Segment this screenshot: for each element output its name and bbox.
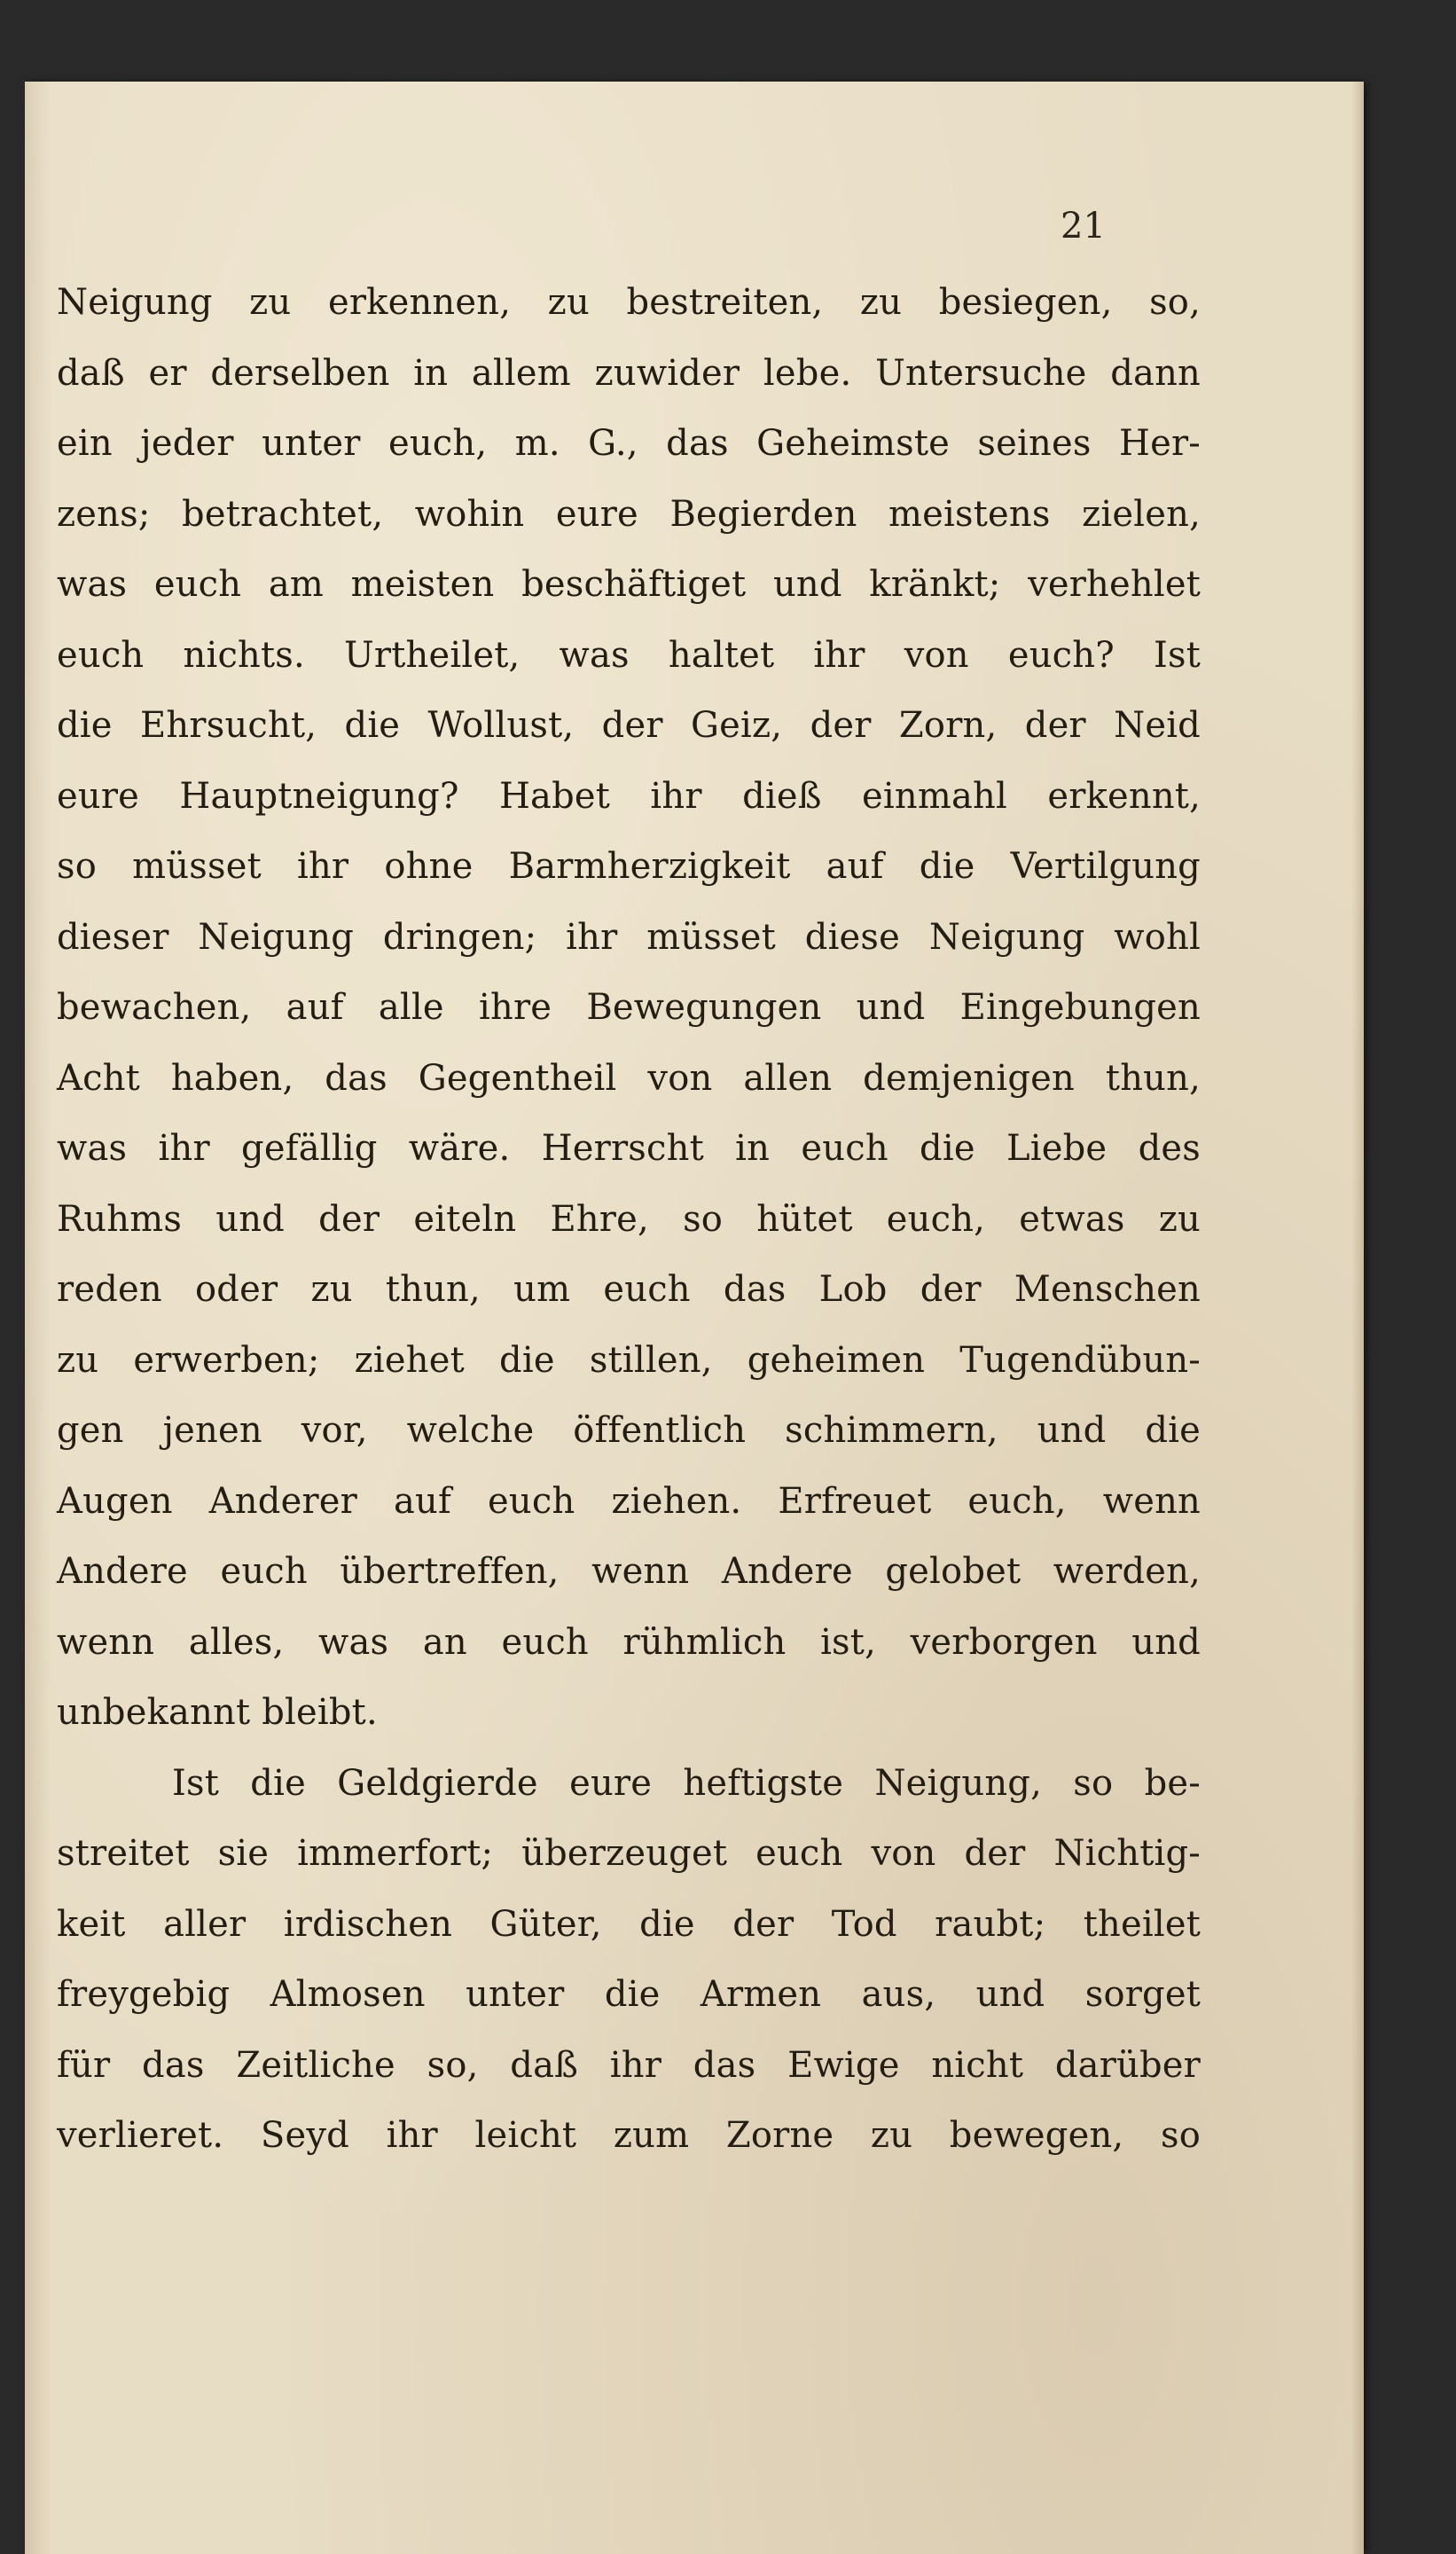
text-line: keit aller irdischen Güter, die der Tod raubt; theilet xyxy=(57,1903,1201,1945)
text-line: wenn alles, was an euch rühmlich ist, verborgen und xyxy=(57,1621,1201,1663)
text-line: ein jeder unter euch, m. G., das Geheimste seines Her- xyxy=(57,423,1201,464)
text-line: die Ehrsucht, die Wollust, der Geiz, der Zorn, der Neid xyxy=(57,705,1201,746)
text-line: eure Hauptneigung? Habet ihr dieß einmahl erkennt, xyxy=(57,775,1201,817)
text-line: Acht haben, das Gegentheil von allen demjenigen thun, xyxy=(57,1057,1201,1099)
text-line: was ihr gefällig wäre. Herrscht in euch die Liebe des xyxy=(57,1128,1201,1169)
text-line: euch nichts. Urtheilet, was haltet ihr von euch? Ist xyxy=(57,634,1201,676)
text-line: bewachen, auf alle ihre Bewegungen und Eingebungen xyxy=(57,987,1201,1028)
text-line: dieser Neigung dringen; ihr müsset diese Neigung wohl xyxy=(57,916,1201,958)
text-line: Neigung zu erkennen, zu bestreiten, zu besiegen, so, xyxy=(57,282,1201,323)
text-line: freygebig Almosen unter die Armen aus, und sorget xyxy=(57,1974,1201,2015)
text-line: für das Zeitliche so, daß ihr das Ewige nicht darüber xyxy=(57,2044,1201,2086)
text-line: Augen Anderer auf euch ziehen. Erfreuet euch, wenn xyxy=(57,1480,1201,1522)
page-number: 21 xyxy=(1061,206,1106,247)
text-line: reden oder zu thun, um euch das Lob der Menschen xyxy=(57,1269,1201,1310)
paragraph-start-line: Ist die Geldgierde eure heftigste Neigung, so be- xyxy=(172,1762,1201,1804)
text-line: Andere euch übertreffen, wenn Andere gelobet werden, xyxy=(57,1551,1201,1592)
page-edge-shadow xyxy=(1351,82,1364,2554)
text-line: streitet sie immerfort; überzeuget euch von der Nichtig- xyxy=(57,1833,1201,1874)
text-line: zu erwerben; ziehet die stillen, geheimen Tugendübun- xyxy=(57,1339,1201,1381)
body-text xyxy=(57,268,1201,2172)
text-line: zens; betrachtet, wohin eure Begierden meistens zielen, xyxy=(57,493,1201,535)
text-line: gen jenen vor, welche öffentlich schimmern, und die xyxy=(57,1410,1201,1451)
text-line: so müsset ihr ohne Barmherzigkeit auf die Vertilgung xyxy=(57,846,1201,887)
paragraph-end-line: unbekannt bleibt. xyxy=(57,1692,378,1733)
text-line: daß er derselben in allem zuwider lebe. Untersuche dann xyxy=(57,352,1201,394)
text-line: Ruhms und der eiteln Ehre, so hütet euch, etwas zu xyxy=(57,1198,1201,1240)
text-line: verlieret. Seyd ihr leicht zum Zorne zu bewegen, so xyxy=(57,2115,1201,2156)
book-page xyxy=(25,82,1364,2554)
text-line: was euch am meisten beschäftiget und kränkt; verhehlet xyxy=(57,564,1201,605)
